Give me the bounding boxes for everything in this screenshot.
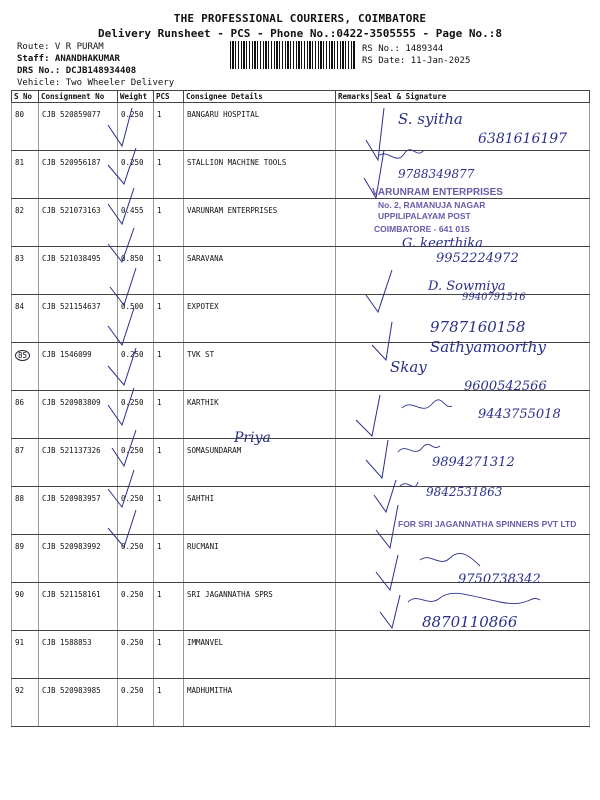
cell-consignee: KARTHIK <box>184 391 336 439</box>
cell-pcs: 1 <box>154 151 184 199</box>
table-row <box>12 295 590 343</box>
col-signature: Seal & Signature <box>372 91 590 103</box>
stamp-line-2: No. 2, RAMANUJA NAGAR <box>378 200 486 210</box>
r84-name-handwriting: D. Sowmiya <box>428 279 506 294</box>
cell-consignment: CJB 521073163 <box>39 199 118 247</box>
cell-signature <box>372 583 590 631</box>
cell-weight: 0.250 <box>118 487 154 535</box>
stamp-line-4: COIMBATORE - 641 015 <box>374 224 470 234</box>
r83-name-handwriting: G. keerthika <box>402 236 484 251</box>
cell-signature <box>372 103 590 151</box>
cell-pcs: 1 <box>154 439 184 487</box>
cell-consignment: CJB 521154637 <box>39 295 118 343</box>
table-row <box>12 103 590 151</box>
cell-consignee: STALLION MACHINE TOOLS <box>184 151 336 199</box>
cell-consignment: CJB 1588853 <box>39 631 118 679</box>
r80-phone-handwriting: 6381616197 <box>478 131 568 147</box>
cell-weight: 0.500 <box>118 295 154 343</box>
stamp-line-1: VARUNRAM ENTERPRISES <box>372 187 503 198</box>
cell-sno: 83 <box>12 247 39 295</box>
cell-signature <box>372 487 590 535</box>
cell-remarks <box>336 199 372 247</box>
cell-sno: 84 <box>12 295 39 343</box>
circled-sno: 85 <box>15 350 30 361</box>
cell-weight: 0.250 <box>118 583 154 631</box>
cell-sno <box>12 343 39 391</box>
cell-remarks <box>336 487 372 535</box>
table-row <box>12 583 590 631</box>
cell-sno: 86 <box>12 391 39 439</box>
r92-phone-handwriting: 8870110866 <box>422 613 518 631</box>
r83-phone-handwriting: 9952224972 <box>436 251 519 266</box>
r86-phone-handwriting: 9600542566 <box>464 379 547 394</box>
cell-signature <box>372 391 590 439</box>
delivery-table <box>11 90 590 727</box>
cell-consignee: MADHUMITHA <box>184 679 336 727</box>
cell-pcs: 1 <box>154 247 184 295</box>
cell-consignment: CJB 520956187 <box>39 151 118 199</box>
cell-pcs: 1 <box>154 679 184 727</box>
col-consignee: Consignee Details <box>184 91 336 103</box>
cell-consignee: TVK ST <box>184 343 336 391</box>
col-consignment: Consignment No <box>39 91 118 103</box>
cell-consignment: CJB 520859077 <box>39 103 118 151</box>
col-remarks: Remarks <box>336 91 372 103</box>
cell-pcs: 1 <box>154 343 184 391</box>
cell-consignment: CJB 520983992 <box>39 535 118 583</box>
r90-company-stamp: FOR SRI JAGANNATHA SPINNERS PVT LTD <box>398 519 577 529</box>
cell-sno: 88 <box>12 487 39 535</box>
col-weight: Weight <box>118 91 154 103</box>
stamp-line-3: UPPILIPALAYAM POST <box>378 211 471 221</box>
cell-weight: 0.250 <box>118 679 154 727</box>
cell-pcs: 1 <box>154 391 184 439</box>
company-name: THE PROFESSIONAL COURIERS, COIMBATORE <box>173 12 427 25</box>
staff-text: Staff: ANANDHAKUMAR <box>17 54 120 64</box>
cell-sno: 82 <box>12 199 39 247</box>
cell-consignee: SRI JAGANNATHA SPRS <box>184 583 336 631</box>
cell-remarks <box>336 679 372 727</box>
r81-phone-handwriting: 9788349877 <box>398 167 475 181</box>
r85-name-handwriting: Sathyamoorthy <box>430 338 546 356</box>
cell-signature <box>372 439 590 487</box>
cell-consignee: SARAVANA <box>184 247 336 295</box>
cell-signature <box>372 295 590 343</box>
cell-remarks <box>336 343 372 391</box>
cell-weight: 0.250 <box>118 391 154 439</box>
route-text: Route: V R PURAM <box>17 42 104 52</box>
cell-consignment: CJB 520983957 <box>39 487 118 535</box>
cell-signature <box>372 535 590 583</box>
cell-consignment: CJB 520983809 <box>39 391 118 439</box>
table-header-row <box>12 91 590 103</box>
r91-phone-handwriting: 9750738342 <box>458 572 541 587</box>
runsheet-meta-left <box>17 41 174 89</box>
cell-weight: 0.250 <box>118 631 154 679</box>
table-row <box>12 439 590 487</box>
table-row <box>12 343 590 391</box>
table-row <box>12 247 590 295</box>
cell-pcs: 1 <box>154 199 184 247</box>
col-pcs: PCS <box>154 91 184 103</box>
cell-signature <box>372 343 590 391</box>
table-row <box>12 631 590 679</box>
r88-phone-handwriting: 9894271312 <box>432 455 515 470</box>
r89-phone-handwriting: 9842531863 <box>426 485 503 499</box>
cell-signature <box>372 631 590 679</box>
drs-number: DRS No.: DCJB148934408 <box>17 66 137 76</box>
cell-consignee: BANGARU HOSPITAL <box>184 103 336 151</box>
r88-priya-handwriting: Priya <box>234 430 271 446</box>
r87-phone-handwriting: 9443755018 <box>478 407 561 422</box>
table-row <box>12 679 590 727</box>
cell-remarks <box>336 247 372 295</box>
cell-sno: 81 <box>12 151 39 199</box>
r85-phone-handwriting: 9787160158 <box>430 318 526 336</box>
r84-phone-handwriting: 9940791516 <box>462 292 526 303</box>
cell-sno: 89 <box>12 535 39 583</box>
rs-number: RS No.: 1489344 <box>362 44 444 54</box>
cell-remarks <box>336 295 372 343</box>
cell-signature <box>372 247 590 295</box>
cell-consignee: RUCMANI <box>184 535 336 583</box>
runsheet-title: Delivery Runsheet - PCS - Phone No.:0422-3505555 - Page No.:8 <box>98 27 502 40</box>
cell-sno: 90 <box>12 583 39 631</box>
cell-consignee: EXPOTEX <box>184 295 336 343</box>
cell-remarks <box>336 535 372 583</box>
cell-pcs: 1 <box>154 295 184 343</box>
cell-signature <box>372 679 590 727</box>
cell-consignee: SAHTHI <box>184 487 336 535</box>
table-row <box>12 151 590 199</box>
barcode-image <box>230 41 356 69</box>
cell-sno: 91 <box>12 631 39 679</box>
cell-weight: 0.250 <box>118 343 154 391</box>
cell-signature <box>372 199 590 247</box>
r86-name-handwriting: Skay <box>390 358 427 376</box>
cell-weight: 0.250 <box>118 439 154 487</box>
cell-consignment: CJB 520983985 <box>39 679 118 727</box>
cell-sno: 80 <box>12 103 39 151</box>
cell-remarks <box>336 439 372 487</box>
cell-remarks <box>336 103 372 151</box>
col-sno: S No <box>12 91 39 103</box>
cell-remarks <box>336 583 372 631</box>
cell-pcs: 1 <box>154 583 184 631</box>
cell-weight: 0.850 <box>118 247 154 295</box>
table-row <box>12 199 590 247</box>
cell-pcs: 1 <box>154 535 184 583</box>
cell-consignment: CJB 1546099 <box>39 343 118 391</box>
vehicle-text: Vehicle: Two Wheeler Delivery <box>17 78 175 88</box>
cell-pcs: 1 <box>154 103 184 151</box>
cell-sno: 92 <box>12 679 39 727</box>
cell-weight: 0.455 <box>118 199 154 247</box>
cell-sno: 87 <box>12 439 39 487</box>
cell-consignment: CJB 521038495 <box>39 247 118 295</box>
cell-weight: 0.250 <box>118 103 154 151</box>
cell-consignee: SOMASUNDARAM <box>184 439 336 487</box>
document-header <box>0 12 600 40</box>
rs-date: RS Date: 11-Jan-2025 <box>362 56 471 66</box>
cell-pcs: 1 <box>154 631 184 679</box>
table-row <box>12 391 590 439</box>
cell-remarks <box>336 631 372 679</box>
cell-consignee: VARUNRAM ENTERPRISES <box>184 199 336 247</box>
cell-consignment: CJB 521158161 <box>39 583 118 631</box>
cell-consignee: IMMANVEL <box>184 631 336 679</box>
cell-remarks <box>336 151 372 199</box>
cell-weight: 0.250 <box>118 535 154 583</box>
cell-pcs: 1 <box>154 487 184 535</box>
r80-name-handwriting: S. syitha <box>398 110 463 128</box>
cell-weight: 0.250 <box>118 151 154 199</box>
cell-consignment: CJB 521137326 <box>39 439 118 487</box>
cell-signature <box>372 151 590 199</box>
table-row <box>12 535 590 583</box>
cell-remarks <box>336 391 372 439</box>
table-row <box>12 487 590 535</box>
runsheet-meta-right <box>362 43 470 67</box>
